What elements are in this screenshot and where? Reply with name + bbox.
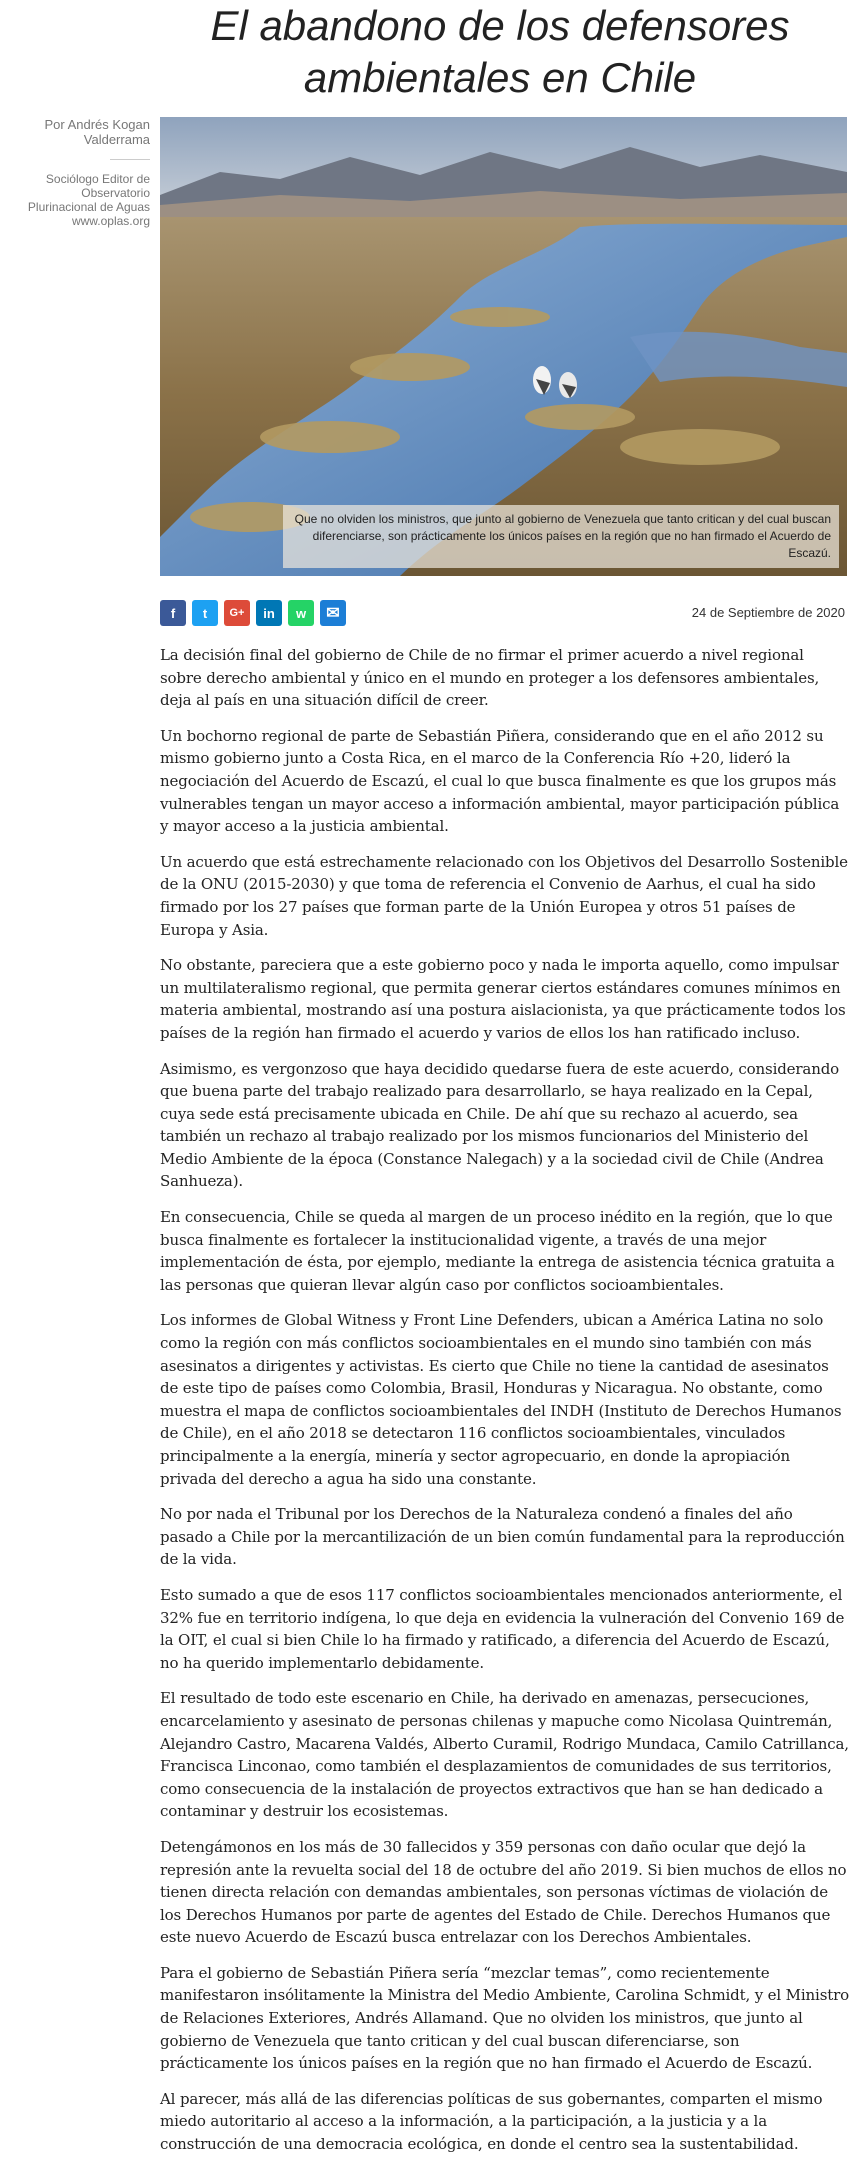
article-title: El abandono de los defensores ambientales en Chile	[210, 2, 790, 101]
article-paragraph: Un bochorno regional de parte de Sebastián Piñera, considerando que en el año 2012 su mismo gobierno junto a Costa Rica, en el marco de la Conferencia Río +20, lideró la negociación del Acuerdo de Escazú, el cual lo que busca finalmente es que los grupos más vulnerables tengan un mayor acceso a información ambiental, mayor participación pública y mayor acceso a la justicia ambiental.	[160, 726, 840, 836]
publish-date: 24 de Septiembre de 2020	[691, 605, 845, 620]
article-paragraph: Un acuerdo que está estrechamente relacionado con los Objetivos del Desarrollo Sostenible de la ONU (2015-2030) y que toma de referencia el Convenio de Aarhus, el cual ha sido firmado por los 27 países que forman parte de la Unión Europea y otros 51 países de Europa y Asia.	[160, 852, 848, 939]
article-paragraph: Los informes de Global Witness y Front Line Defenders, ubican a América Latina no solo como la región con más conflictos socioambientales en el mundo sino también con más asesinatos a dirigentes y activistas. Es cierto que Chile no tiene la cantidad de asesinatos de este tipo de países como Colombia, Brasil, Honduras y Nicaragua. No obstante, como muestra el mapa de conflictos socioambientales del INDH (Instituto de Derechos Humanos de Chile), en el año 2018 se detectaron 116 conflictos socioambientales, vinculados principalmente a la energía, minería y sector agropecuario, en donde la apropiación privada del derecho a agua ha sido una constante.	[160, 1311, 842, 1488]
email-icon: ✉	[326, 605, 340, 622]
article-body	[160, 644, 850, 2169]
article-paragraph: La decisión final del gobierno de Chile de no firmar el primer acuerdo a nivel regional sobre derecho ambiental y único en el mundo en proteger a los defensores ambientales, deja al país en una situación difícil de creer.	[160, 646, 820, 710]
twitter-share-button[interactable]	[192, 600, 218, 626]
image-caption: Que no olviden los ministros, que junto al gobierno de Venezuela que tanto critican y del cual buscan diferenciarse, son prácticamente los únicos países en la región que no han firmado el Acuerdo de Escazú.	[283, 505, 839, 568]
byline-divider	[110, 159, 150, 160]
article-paragraph: No obstante, pareciera que a este gobierno poco y nada le importa aquello, como impulsar un multilateralismo regional, que permita generar ciertos estándares comunes mínimos en materia ambiental, mostrando así una postura aislacionista, ya que prácticamente todos los países de la región han firmado el acuerdo y varios de ellos los han ratificado incluso.	[160, 956, 846, 1042]
linkedin-share-button[interactable]	[256, 600, 282, 626]
facebook-share-button[interactable]	[160, 600, 186, 626]
email-share-button[interactable]	[320, 600, 346, 626]
article-paragraph: No por nada el Tribunal por los Derechos de la Naturaleza condenó a finales del año pasado a Chile por la mercantilización de un bien común fundamental para la reproducción de la vida.	[160, 1505, 845, 1569]
linkedin-icon: in	[263, 605, 275, 621]
whatsapp-icon: w	[295, 605, 307, 621]
facebook-icon: f	[170, 605, 176, 621]
article-paragraph: Detengámonos en los más de 30 fallecidos y 359 personas con daño ocular que dejó la represión ante la revuelta social del 18 de octubre del año 2019. Si bien muchos de ellos no tienen directa relación con demandas ambientales, son personas víctimas de violación de los Derechos Humanos por parte de agentes del Estado de Chile. Derechos Humanos que este nuevo Acuerdo de Escazú busca entrelazar con los Derechos Ambientales.	[160, 1837, 847, 1947]
byline	[10, 117, 150, 228]
google-plus-icon: G+	[229, 607, 245, 619]
hero-image	[160, 117, 847, 576]
whatsapp-share-button[interactable]	[288, 600, 314, 626]
author-bio: Sociólogo Editor de Observatorio Plurinacional de Aguas www.oplas.org	[27, 172, 150, 228]
author-name[interactable]: Por Andrés Kogan Valderrama	[44, 117, 150, 147]
share-bar	[160, 600, 346, 628]
google-plus-share-button[interactable]	[224, 600, 250, 626]
article-paragraph: Asimismo, es vergonzoso que haya decidido quedarse fuera de este acuerdo, considerando que buena parte del trabajo realizado para desarrollarlo, se haya realizado en la Cepal, cuya sede está precisamente ubicada en Chile. De ahí que su rechazo al acuerdo, sea también un rechazo al trabajo realizado por los mismos funcionarios del Ministerio del Medio Ambiente de la época (Constance Nalegach) y a la sociedad civil de Chile (Andrea Sanhueza).	[160, 1059, 840, 1191]
article-paragraph: El resultado de todo este escenario en Chile, ha derivado en amenazas, persecuciones, encarcelamiento y asesinato de personas chilenas y mapuche como Nicolasa Quintremán, Alejandro Castro, Macarena Valdés, Alberto Curamil, Rodrigo Mundaca, Camilo Catrillanca, Francisca Linconao, como también el desplazamientos de comunidades de sus territorios, como consecuencia de la instalación de proyectos extractivos que han se han dedicado a contaminar y destruir los ecosistemas.	[160, 1689, 849, 1821]
article-paragraph: Esto sumado a que de esos 117 conflictos socioambientales mencionados anteriormente, el 32% fue en territorio indígena, lo que deja en evidencia la vulneración del Convenio 169 de la OIT, el cual si bien Chile lo ha firmado y ratificado, a diferencia del Acuerdo de Escazú, no ha querido implementarlo debidamente.	[160, 1585, 845, 1672]
twitter-icon: t	[202, 605, 208, 621]
article-paragraph: Al parecer, más allá de las diferencias políticas de sus gobernantes, comparten el mismo miedo autoritario al acceso a la información, a la participación, a la justicia y a la construcción de una democracia ecológica, en donde el centro sea la sustentabilidad.	[160, 2089, 823, 2154]
article-paragraph: Para el gobierno de Sebastián Piñera sería “mezclar temas”, como recientemente manifestaron insólitamente la Ministra del Medio Ambiente, Carolina Schmidt, y el Ministro de Relaciones Exteriores, Andrés Allamand. Que no olviden los ministros, que junto al gobierno de Venezuela que tanto critican y del cual buscan diferenciarse, son prácticamente los únicos países en la región que no han firmado el Acuerdo de Escazú.	[160, 1963, 850, 2073]
article-paragraph: En consecuencia, Chile se queda al margen de un proceso inédito en la región, que lo que busca finalmente es fortalecer la institucionalidad vigente, a través de una mejor implementación de ésta, por ejemplo, mediante la entrega de asistencia técnica gratuita a las personas que quieran llevar algún caso por conflictos socioambientales.	[160, 1208, 835, 1294]
